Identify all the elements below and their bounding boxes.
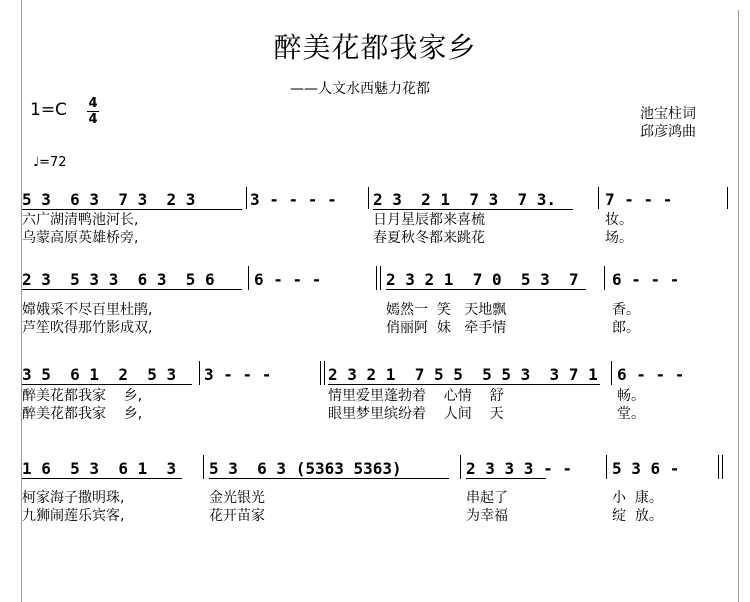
lyric-4-2d: 绽 放。: [612, 508, 663, 524]
barline: [727, 187, 728, 209]
measure-1-4: 7 - - -: [605, 190, 673, 209]
song-title: 醉美花都我家乡: [273, 31, 477, 64]
barline: [376, 266, 377, 290]
key-signature: 1=C: [30, 100, 67, 120]
measure-2-4: 6 - - -: [612, 270, 680, 289]
measure-3-2: 3 - - -: [204, 365, 272, 384]
barline: [598, 187, 599, 209]
barline: [248, 266, 249, 290]
barline: [246, 187, 247, 209]
lyric-1-1c: 妆。: [605, 212, 633, 228]
lyric-4-1c: 串起了: [466, 490, 508, 506]
lyric-2-2c: 郎。: [612, 320, 640, 336]
underline-beam: [466, 478, 546, 479]
lyric-1-2c: 场。: [605, 230, 633, 246]
lyric-3-2a: 醉美花都我家 乡,: [22, 406, 143, 422]
barline: [718, 455, 719, 479]
page-border-right: [738, 10, 739, 602]
lyric-4-2c: 为幸福: [466, 508, 508, 524]
measure-2-3: 2 3 2 1 7 0 5 3 7: [386, 270, 579, 289]
underline-beam: [22, 384, 192, 385]
measure-3-1: 3 5 6 1 2 5 3: [22, 365, 177, 384]
lyric-3-1b: 情里爱里蓬勃着 心情 舒: [328, 388, 504, 404]
lyric-2-1b: 嫣然一 笑 天地飘: [386, 302, 507, 318]
underline-beam: [22, 478, 182, 479]
lyric-2-1c: 香。: [612, 302, 640, 318]
lyric-3-2b: 眼里梦里缤纷着 人间 天: [328, 406, 504, 422]
barline: [368, 187, 369, 209]
measure-2-1: 2 3 5 3 3 6 3 5 6: [22, 270, 215, 289]
measure-3-4: 6 - - -: [617, 365, 685, 384]
lyric-4-2a: 九狮闹莲乐宾客,: [22, 508, 125, 524]
underline-beam: [386, 289, 586, 290]
underline-beam: [328, 384, 600, 385]
lyric-4-1a: 柯家海子撒明珠,: [22, 490, 125, 506]
composer-credit: 邱彦鸿曲: [640, 124, 696, 140]
lyric-2-1a: 嫦娥采不尽百里杜鹃,: [22, 302, 153, 318]
underline-beam: [373, 209, 573, 210]
underline-beam: [209, 478, 449, 479]
underline-beam: [22, 209, 242, 210]
time-signature-bottom: 4: [88, 112, 98, 127]
barline: [320, 361, 321, 385]
lyric-1-1a: 六广湖清鸭池河长,: [22, 212, 139, 228]
barline: [606, 455, 607, 479]
lyricist-credit: 池宝柱词: [640, 106, 696, 122]
measure-4-2: 5 3 6 3 (5363 5363): [209, 459, 402, 478]
lyric-1-2a: 乌蒙高原英雄桥旁,: [22, 230, 139, 246]
measure-4-4: 5 3 6 -: [612, 459, 680, 478]
barline: [199, 361, 200, 385]
barline: [722, 455, 723, 479]
time-signature: [87, 97, 99, 126]
barline: [604, 266, 605, 290]
lyric-3-1a: 醉美花都我家 乡,: [22, 388, 143, 404]
lyric-3-1c: 畅。: [617, 388, 645, 404]
measure-1-1: 5 3 6 3 7 3 2 3: [22, 190, 196, 209]
barline: [203, 455, 204, 479]
lyric-2-2a: 芦笙吹得那竹影成双,: [22, 320, 153, 336]
measure-1-3: 2 3 2 1 7 3 7 3.: [373, 190, 557, 209]
barline: [611, 361, 612, 385]
lyric-1-1b: 日月星辰都来喜梳: [373, 212, 485, 228]
measure-3-3: 2 3 2 1 7 5 5 5 5 3 3 7 1: [328, 365, 598, 384]
lyric-3-2c: 堂。: [617, 406, 645, 422]
lyric-2-2b: 俏丽阿 妹 牵手情: [386, 320, 507, 336]
measure-1-2: 3 - - - -: [250, 190, 337, 209]
measure-4-1: 1 6 5 3 6 1 3: [22, 459, 177, 478]
measure-4-3: 2 3 3 3 - -: [466, 459, 572, 478]
lyric-1-2b: 春夏秋冬都来跳花: [373, 230, 485, 246]
measure-2-2: 6 - - -: [254, 270, 322, 289]
lyric-4-1b: 金光银光: [209, 490, 265, 506]
tempo-marking: ♩=72: [33, 155, 67, 170]
barline: [324, 361, 325, 385]
song-subtitle: ——人文水西魅力花都: [290, 81, 430, 97]
barline: [460, 455, 461, 479]
underline-beam: [22, 289, 242, 290]
barline: [380, 266, 381, 290]
time-signature-top: 4: [88, 96, 98, 111]
lyric-4-2b: 花开苗家: [209, 508, 265, 524]
lyric-4-1d: 小 康。: [612, 490, 663, 506]
